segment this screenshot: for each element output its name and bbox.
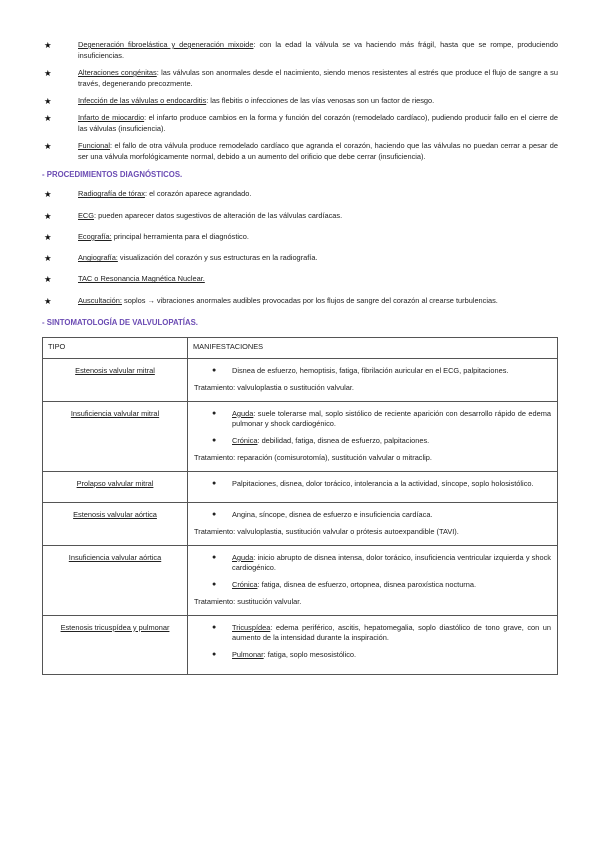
- tipo-cell: [43, 471, 188, 503]
- star-bullet-icon: ★: [44, 253, 52, 264]
- tipo-cell: [43, 545, 188, 615]
- cause-item: [42, 40, 558, 61]
- manifestaciones-cell: [188, 503, 558, 545]
- manifestation-text: : edema periférico, ascitis, hepatomegalia, soplo diastólico de tono grave, con un aumento de la intensidad durante la inspiración.: [232, 622, 551, 643]
- procedure-term: Ecografía:: [78, 231, 112, 241]
- treatment-text: Tratamiento: valvuloplastia, sustitución valvular o prótesis autoexpandible (TAVI).: [194, 526, 459, 536]
- manifestation-text: : inicio abrupto de disnea intensa, dolor torácico, insuficiencia ventricular izquierda y shock cardiogénico.: [232, 552, 551, 573]
- cause-term: Alteraciones congénitas: [78, 67, 157, 77]
- procedure-term: Radiografía de tórax: [78, 189, 145, 199]
- procedures-heading: - PROCEDIMIENTOS DIAGNÓSTICOS.: [42, 170, 183, 180]
- symptoms-heading: - SINTOMATOLOGÍA DE VALVULOPATÍAS.: [42, 317, 198, 327]
- procedure-item: [42, 211, 558, 222]
- tipo-label: Insuficiencia valvular aórtica: [68, 552, 162, 562]
- dot-bullet-icon: ●: [212, 581, 217, 589]
- table-row: [43, 503, 558, 545]
- manifestaciones-cell: [188, 359, 558, 401]
- tipo-label: Prolapso valvular mitral: [76, 478, 154, 488]
- procedure-term: TAC o Resonancia Magnética Nuclear.: [78, 274, 205, 284]
- manifestation-text: Disnea de esfuerzo, hemoptisis, fatiga, fibrilación auricular en el ECG, palpitaciones.: [232, 366, 509, 376]
- procedure-text: : pueden aparecer datos sugestivos de alteración de las válvulas cardíacas.: [94, 210, 343, 220]
- manifestaciones-cell: [188, 471, 558, 503]
- tipo-label: Insuficiencia valvular mitral: [70, 408, 160, 418]
- valvulopathy-table: [42, 337, 558, 675]
- cause-text: : con la edad la válvula se va haciendo más frágil, hasta que se rompe, produciendo insuficiencias.: [78, 40, 558, 60]
- star-bullet-icon: ★: [44, 295, 52, 306]
- manifestation-item: [194, 580, 551, 591]
- star-bullet-icon: ★: [44, 113, 52, 124]
- treatment-text: Tratamiento: sustitución valvular.: [194, 596, 302, 606]
- manifestation-item: [194, 409, 551, 430]
- table-row: [43, 359, 558, 401]
- header-tipo: TIPO: [43, 338, 188, 359]
- cause-text: : el fallo de otra válvula produce remodelado cardíaco que agranda el corazón, haciendo que las válvulas no puedan cerrar a pesar de ser una válvula morfológicamente normal, debido a un aumento del orificio que debe cerrar (insuficiencia).: [78, 141, 558, 161]
- manifestaciones-cell: [188, 615, 558, 674]
- procedure-item: [42, 189, 558, 200]
- star-bullet-icon: ★: [44, 274, 52, 285]
- manifestation-text: Palpitaciones, disnea, dolor torácico, intolerancia a la actividad, síncope, soplo holosistólico.: [232, 478, 534, 488]
- procedure-text: principal herramienta para el diagnóstico.: [111, 231, 249, 241]
- cause-term: Funcional: [78, 141, 111, 151]
- procedure-term: Auscultación:: [78, 295, 122, 305]
- causes-list: [42, 40, 558, 163]
- manifestation-text: : fatiga, soplo mesosistólico.: [263, 650, 357, 660]
- cause-item: [42, 141, 558, 162]
- tipo-label: Estenosis tricuspídea y pulmonar: [60, 622, 170, 632]
- table-row: [43, 615, 558, 674]
- manifestation-term: Aguda: [232, 552, 254, 562]
- star-bullet-icon: ★: [44, 141, 52, 152]
- treatment-text: Tratamiento: reparación (comisurotomía), sustitución valvular o mitraclip.: [194, 452, 432, 462]
- manifestation-term: Aguda: [232, 408, 254, 418]
- manifestaciones-cell: [188, 545, 558, 615]
- manifestation-item: [194, 553, 551, 574]
- manifestation-text: : suele tolerarse mal, soplo sistólico de reciente aparición con desarrollo rápido de edema pulmonar y shock cardiogénico.: [232, 408, 551, 429]
- dot-bullet-icon: ●: [212, 479, 217, 487]
- manifestation-item: [194, 510, 551, 521]
- cause-term: Degeneración fibroelástica y degeneración mixoide: [78, 40, 254, 49]
- manifestation-item: [194, 366, 551, 377]
- manifestation-item: [194, 650, 551, 661]
- dot-bullet-icon: ●: [212, 511, 217, 519]
- procedure-term: ECG: [78, 210, 95, 220]
- manifestation-text: : debilidad, fatiga, disnea de esfuerzo, palpitaciones.: [257, 436, 430, 446]
- treatment-text: Tratamiento: valvuloplastia o sustitución valvular.: [194, 382, 354, 392]
- table-row: [43, 545, 558, 615]
- tipo-cell: [43, 503, 188, 545]
- table-row: [43, 471, 558, 503]
- manifestation-item: [194, 436, 551, 447]
- star-bullet-icon: ★: [44, 210, 52, 221]
- manifestation-term: Crónica: [232, 580, 258, 590]
- star-bullet-icon: ★: [44, 40, 52, 50]
- manifestaciones-cell: [188, 401, 558, 471]
- header-manifestaciones: MANIFESTACIONES: [188, 338, 558, 359]
- tipo-label: Estenosis valvular mitral: [75, 366, 155, 376]
- table-header-row: [43, 338, 558, 359]
- manifestation-term: Pulmonar: [232, 650, 264, 660]
- procedure-item: [42, 274, 558, 285]
- star-bullet-icon: ★: [44, 67, 52, 78]
- procedure-item: [42, 296, 558, 307]
- dot-bullet-icon: ●: [212, 367, 217, 375]
- procedure-text: soplos → vibraciones anormales audibles provocadas por los flujos de sangre del corazón al crearse turbulencias.: [121, 295, 498, 305]
- star-bullet-icon: ★: [44, 189, 52, 200]
- manifestation-term: Crónica: [232, 436, 258, 446]
- star-bullet-icon: ★: [44, 95, 52, 106]
- cause-item: [42, 68, 558, 89]
- tipo-label: Estenosis valvular aórtica: [73, 510, 157, 520]
- procedure-text: visualización del corazón y sus estructuras en la radiografía.: [117, 253, 318, 263]
- manifestation-item: [194, 479, 551, 490]
- tipo-cell: [43, 615, 188, 674]
- tipo-cell: [43, 359, 188, 401]
- cause-item: [42, 96, 558, 107]
- tipo-cell: [43, 401, 188, 471]
- procedures-list: [42, 189, 558, 306]
- manifestation-text: Angina, síncope, disnea de esfuerzo e insuficiencia cardíaca.: [232, 510, 433, 520]
- cause-term: Infarto de miocardio: [78, 113, 145, 123]
- dot-bullet-icon: ●: [212, 437, 217, 445]
- dot-bullet-icon: ●: [212, 623, 217, 631]
- star-bullet-icon: ★: [44, 231, 52, 242]
- dot-bullet-icon: ●: [212, 651, 217, 659]
- dot-bullet-icon: ●: [212, 409, 217, 417]
- cause-item: [42, 113, 558, 134]
- cause-text: : las válvulas son anormales desde el nacimiento, siendo menos resistentes al estrés que produce el flujo de sangre a su través, degenerando precozmente.: [78, 67, 558, 88]
- manifestation-term: Tricuspídea: [232, 622, 271, 632]
- cause-text: : las flebitis o infecciones de las vías venosas son un factor de riesgo.: [206, 95, 435, 105]
- procedure-text: : el corazón aparece agrandado.: [144, 189, 252, 199]
- procedure-item: [42, 232, 558, 243]
- cause-text: : el infarto produce cambios en la forma y función del corazón (remodelado cardíaco), pudiendo producir fallo en el cierre de las válvulas (insuficiencia).: [78, 113, 558, 133]
- dot-bullet-icon: ●: [212, 553, 217, 561]
- procedure-term: Angiografía:: [78, 253, 118, 263]
- manifestation-item: [194, 623, 551, 644]
- manifestation-text: : fatiga, disnea de esfuerzo, ortopnea, disnea paroxística nocturna.: [257, 580, 477, 590]
- table-row: [43, 401, 558, 471]
- procedure-item: [42, 253, 558, 264]
- cause-term: Infección de las válvulas o endocarditis: [78, 95, 207, 105]
